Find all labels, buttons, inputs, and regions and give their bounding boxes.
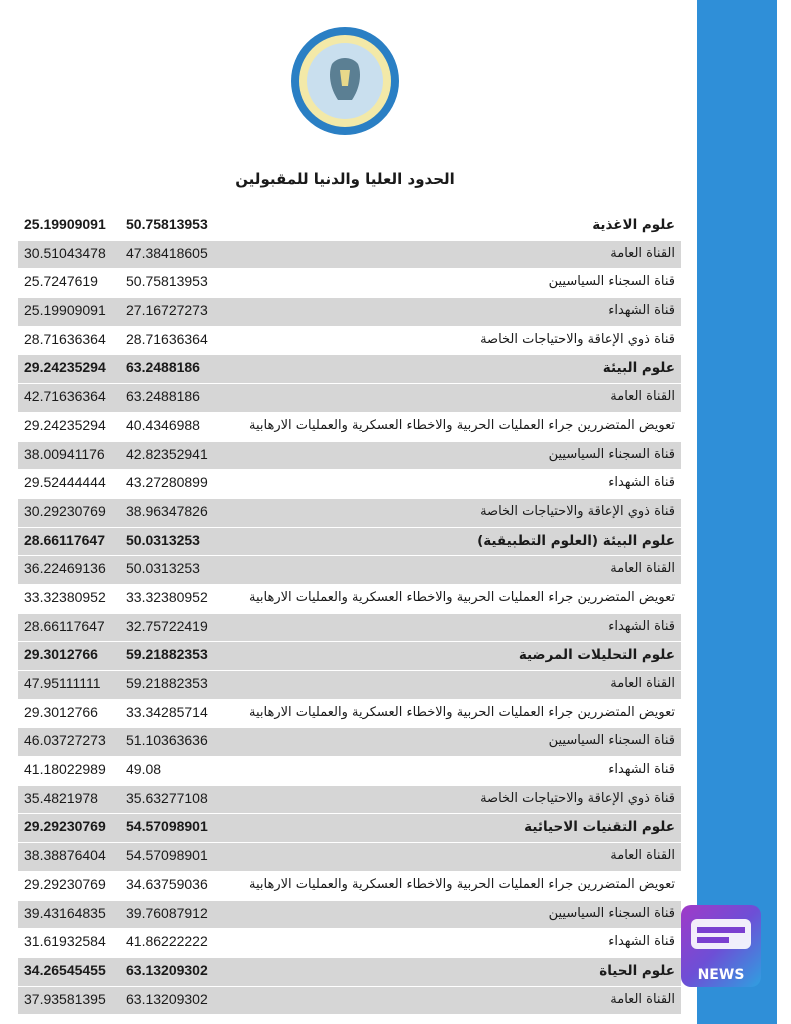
max-score: 35.63277108: [126, 789, 208, 806]
channel-row: [18, 298, 681, 327]
min-score: 46.03727273: [24, 732, 106, 749]
min-score: 34.26545455: [24, 961, 106, 978]
channel-row: [18, 384, 681, 413]
max-score: 39.76087912: [126, 904, 208, 921]
channel-name: تعويض المتضررين جراء العمليات الحربية والاخطاء العسكرية والعمليات الارهابية: [249, 876, 675, 892]
max-score: 50.0313253: [126, 531, 200, 548]
college-row: [18, 212, 681, 241]
max-score: 54.57098901: [126, 847, 208, 864]
channel-row: [18, 671, 681, 700]
min-score: 29.3012766: [24, 703, 98, 720]
min-score: 25.7247619: [24, 273, 98, 290]
college-name: علوم التقنيات الاحيائية: [524, 819, 675, 836]
channel-name: القناة العامة: [610, 676, 675, 691]
channel-name: قناة الشهداء: [608, 618, 675, 634]
watermark-news-label: NEWS: [697, 967, 745, 983]
channel-row: [18, 241, 681, 270]
news-logo-icon: [681, 905, 761, 965]
channel-row: [18, 614, 681, 643]
min-score: 29.24235294: [24, 359, 106, 376]
max-score: 33.34285714: [126, 703, 208, 720]
min-score: 28.66117647: [24, 531, 105, 548]
min-score: 29.29230769: [24, 875, 106, 892]
admission-limits-table: [18, 212, 681, 1015]
min-score: 29.52444444: [24, 474, 106, 491]
min-score: 28.71636364: [24, 330, 106, 347]
max-score: 27.16727273: [126, 302, 208, 319]
channel-name: القناة العامة: [610, 561, 675, 577]
min-score: 39.43164835: [24, 904, 106, 921]
college-name: علوم البيئة (العلوم التطبيقية): [477, 532, 675, 549]
channel-name: قناة ذوي الإعاقة والاحتياجات الخاصة: [480, 503, 675, 519]
min-score: 35.4821978: [24, 789, 98, 806]
channel-name: قناة السجناء السياسيين: [548, 905, 675, 921]
min-score: 25.19909091: [24, 216, 106, 232]
min-score: 29.3012766: [24, 646, 98, 663]
channel-row: [18, 786, 681, 815]
college-name: علوم البيئة: [602, 360, 675, 377]
channel-name: تعويض المتضررين جراء العمليات الحربية والاخطاء العسكرية والعمليات الارهابية: [249, 589, 675, 605]
min-score: 33.32380952: [24, 588, 106, 605]
channel-name: القناة العامة: [610, 848, 675, 864]
college-row: [18, 355, 681, 384]
max-score: 42.82352941: [126, 445, 208, 462]
max-score: 43.27280899: [126, 474, 208, 491]
max-score: 49.08: [126, 761, 162, 778]
channel-row: [18, 757, 681, 786]
college-row: [18, 814, 681, 843]
channel-name: القناة العامة: [610, 245, 675, 261]
channel-name: قناة السجناء السياسيين: [548, 274, 675, 290]
max-score: 63.13209302: [126, 990, 208, 1007]
channel-name: القناة العامة: [610, 389, 675, 405]
channel-row: [18, 728, 681, 757]
min-score: 29.29230769: [24, 818, 106, 835]
page-title: الحدود العليا والدنيا للمقبولين: [235, 170, 455, 188]
max-score: 40.4346988: [126, 416, 200, 433]
channel-row: [18, 901, 681, 930]
max-score: 50.75813953: [126, 216, 208, 232]
college-row: [18, 642, 681, 671]
min-score: 42.71636364: [24, 388, 106, 405]
max-score: 50.0313253: [126, 560, 200, 577]
max-score: 54.57098901: [126, 818, 208, 835]
channel-row: [18, 929, 681, 958]
max-score: 28.71636364: [126, 330, 208, 347]
max-score: 59.21882353: [126, 675, 208, 691]
channel-row: [18, 327, 681, 356]
min-score: 47.95111111: [24, 675, 101, 691]
min-score: 30.51043478: [24, 244, 106, 261]
min-score: 38.00941176: [24, 445, 105, 462]
channel-row: [18, 556, 681, 585]
channel-name: قناة الشهداء: [608, 934, 675, 950]
news-watermark: [681, 905, 761, 987]
channel-name: القناة العامة: [610, 991, 675, 1007]
max-score: 41.86222222: [126, 933, 208, 950]
accent-side-band: [697, 0, 777, 1024]
channel-name: تعويض المتضررين جراء العمليات الحربية والاخطاء العسكرية والعمليات الارهابية: [249, 417, 675, 433]
min-score: 38.38876404: [24, 847, 106, 864]
max-score: 51.10363636: [126, 732, 208, 749]
channel-row: [18, 442, 681, 471]
max-score: 47.38418605: [126, 244, 208, 261]
channel-name: قناة الشهداء: [608, 762, 675, 778]
channel-row: [18, 413, 681, 442]
channel-row: [18, 700, 681, 729]
max-score: 38.96347826: [126, 502, 208, 519]
college-name: علوم الحياة: [599, 962, 675, 979]
channel-name: تعويض المتضررين جراء العمليات الحربية والاخطاء العسكرية والعمليات الارهابية: [249, 704, 675, 720]
channel-row: [18, 269, 681, 298]
min-score: 25.19909091: [24, 302, 106, 319]
channel-row: [18, 499, 681, 528]
max-score: 63.2488186: [126, 388, 200, 405]
max-score: 59.21882353: [126, 646, 208, 663]
channel-row: [18, 872, 681, 901]
min-score: 31.61932584: [24, 933, 106, 950]
min-score: 41.18022989: [24, 761, 106, 778]
min-score: 37.93581395: [24, 990, 106, 1007]
channel-row: [18, 843, 681, 872]
channel-name: قناة السجناء السياسيين: [548, 446, 675, 462]
max-score: 50.75813953: [126, 273, 208, 290]
channel-name: قناة ذوي الإعاقة والاحتياجات الخاصة: [480, 790, 675, 806]
min-score: 29.24235294: [24, 416, 106, 433]
channel-name: قناة الشهداء: [608, 303, 675, 319]
max-score: 63.2488186: [126, 359, 200, 376]
college-row: [18, 958, 681, 987]
college-name: علوم الاغذية: [592, 217, 675, 233]
college-row: [18, 528, 681, 557]
min-score: 30.29230769: [24, 502, 106, 519]
max-score: 34.63759036: [126, 875, 208, 892]
channel-name: قناة الشهداء: [608, 475, 675, 491]
min-score: 36.22469136: [24, 560, 106, 577]
channel-name: قناة السجناء السياسيين: [548, 733, 675, 749]
ministry-seal-icon: [290, 26, 400, 136]
college-name: علوم التحليلات المرضية: [518, 647, 675, 664]
max-score: 63.13209302: [126, 961, 208, 978]
channel-row: [18, 470, 681, 499]
min-score: 28.66117647: [24, 617, 105, 634]
channel-name: قناة ذوي الإعاقة والاحتياجات الخاصة: [480, 331, 675, 347]
max-score: 33.32380952: [126, 588, 208, 605]
channel-row: [18, 987, 681, 1016]
channel-row: [18, 585, 681, 614]
max-score: 32.75722419: [126, 617, 208, 634]
